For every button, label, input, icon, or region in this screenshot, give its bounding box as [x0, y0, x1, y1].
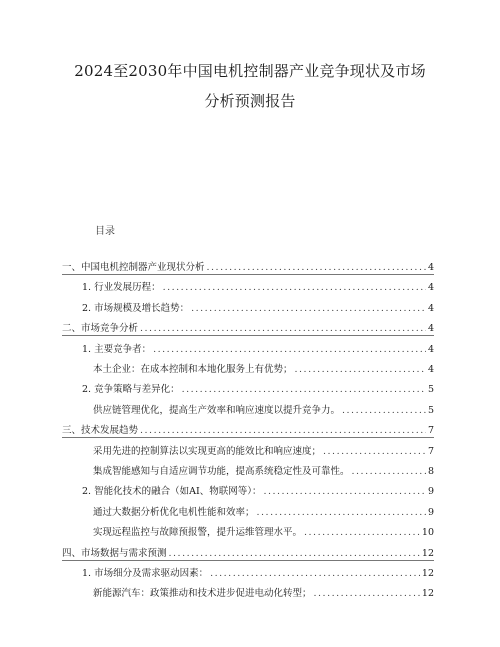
toc-page-number: 5: [427, 404, 434, 416]
toc-page-number: 4: [427, 323, 434, 335]
toc-page-number: 7: [427, 445, 434, 457]
toc-entry[interactable]: [93, 524, 434, 540]
toc-leader-dots: [295, 364, 426, 375]
toc-entry[interactable]: [93, 463, 434, 479]
toc-entry-title: 1. 主要竞争者：: [82, 343, 152, 355]
toc-leader-dots: [163, 282, 426, 293]
toc-leader-dots: [352, 466, 426, 477]
toc-entry[interactable]: [82, 300, 434, 316]
toc-entry[interactable]: [93, 402, 434, 418]
toc-page-number: 9: [427, 486, 434, 498]
toc-entry[interactable]: [93, 361, 434, 377]
toc-entry-title: 三、技术发展趋势: [62, 425, 139, 437]
toc-leader-dots: [191, 303, 426, 314]
toc-leader-dots: [342, 405, 426, 416]
toc-leader-dots: [153, 344, 426, 355]
toc-section-rule: [62, 335, 434, 336]
toc-entry-title: 1. 市场细分及需求驱动因素：: [82, 568, 209, 579]
toc-entry-title: 集成智能感知与自适应调节功能，提高系统稳定性及可靠性。: [93, 466, 350, 477]
toc-entry[interactable]: [62, 320, 434, 336]
toc-leader-dots: [140, 323, 426, 334]
toc-page-number: 5: [427, 384, 434, 396]
toc-page-number: 4: [427, 302, 434, 314]
toc-entry[interactable]: [93, 504, 434, 520]
toc-entry-title: 实现远程监控与故障预报警，提升运维管理水平。: [93, 527, 303, 539]
toc-page-number: 9: [427, 506, 434, 518]
toc-section-rule: [62, 274, 434, 275]
toc-page-number: 12: [421, 568, 434, 579]
toc-leader-dots: [182, 384, 426, 395]
toc-entry-title: 供应链管理优化，提高生产效率和响应速度以提升竞争力。: [93, 404, 341, 416]
toc-entry-title: 2. 市场规模及增长趋势：: [82, 302, 190, 314]
toc-entry[interactable]: [62, 259, 434, 275]
toc-section-rule: [62, 437, 434, 438]
toc-entry-title: 二、市场竞争分析: [62, 323, 139, 335]
toc-page-number: 7: [427, 425, 434, 437]
toc-entry[interactable]: [82, 483, 434, 499]
toc-leader-dots: [314, 588, 420, 599]
toc-entry[interactable]: [82, 341, 434, 357]
toc-leader-dots: [323, 446, 426, 457]
toc-entry-title: 本土企业：在成本控制和本地化服务上有优势；: [93, 364, 293, 375]
toc-entry-title: 采用先进的控制算法以实现更高的能效比和响应速度；: [93, 445, 322, 457]
toc-entry-title: 新能源汽车：政策推动和技术进步促进电动化转型；: [93, 588, 312, 600]
toc-leader-dots: [263, 486, 426, 497]
toc-entry[interactable]: [62, 422, 434, 438]
toc-entry-title: 通过大数据分析优化电机性能和效率；: [93, 506, 255, 518]
toc-entry[interactable]: [93, 443, 434, 459]
toc-entry[interactable]: [82, 565, 434, 581]
toc-entry-title: 2. 竞争策略与差异化：: [82, 384, 180, 396]
toc-leader-dots: [207, 262, 426, 273]
toc-entry[interactable]: [82, 381, 434, 397]
toc-leader-dots: [169, 548, 420, 559]
toc-heading: 目录: [95, 226, 115, 237]
toc-page-number: 8: [427, 466, 434, 477]
toc-page-number: 12: [421, 547, 434, 559]
toc-entry-title: 一、中国电机控制器产业现状分析: [62, 262, 205, 273]
toc-entry-title: 1. 行业发展历程：: [82, 282, 161, 294]
toc-leader-dots: [304, 527, 420, 538]
document-title-line-1: 2024至2030年中国电机控制器产业竞争现状及市场: [74, 62, 426, 80]
toc-page-number: 4: [427, 282, 434, 294]
toc-page-number: 4: [427, 262, 434, 273]
toc-entry[interactable]: [82, 279, 434, 295]
toc-page-number: 12: [421, 588, 434, 600]
toc-entry[interactable]: [62, 545, 434, 561]
toc-page-number: 4: [427, 364, 434, 375]
toc-entry[interactable]: [93, 585, 434, 601]
toc-leader-dots: [210, 568, 420, 579]
toc-leader-dots: [257, 507, 426, 518]
toc-page-number: 4: [427, 343, 434, 355]
toc-leader-dots: [140, 425, 426, 436]
toc-page-number: 10: [421, 527, 434, 539]
document-title-line-2: 分析预测报告: [204, 92, 296, 110]
toc-section-rule: [62, 560, 434, 561]
toc-entry-title: 四、市场数据与需求预测: [62, 547, 167, 559]
toc-entry-title: 2. 智能化技术的融合（如AI、物联网等）：: [82, 486, 262, 498]
